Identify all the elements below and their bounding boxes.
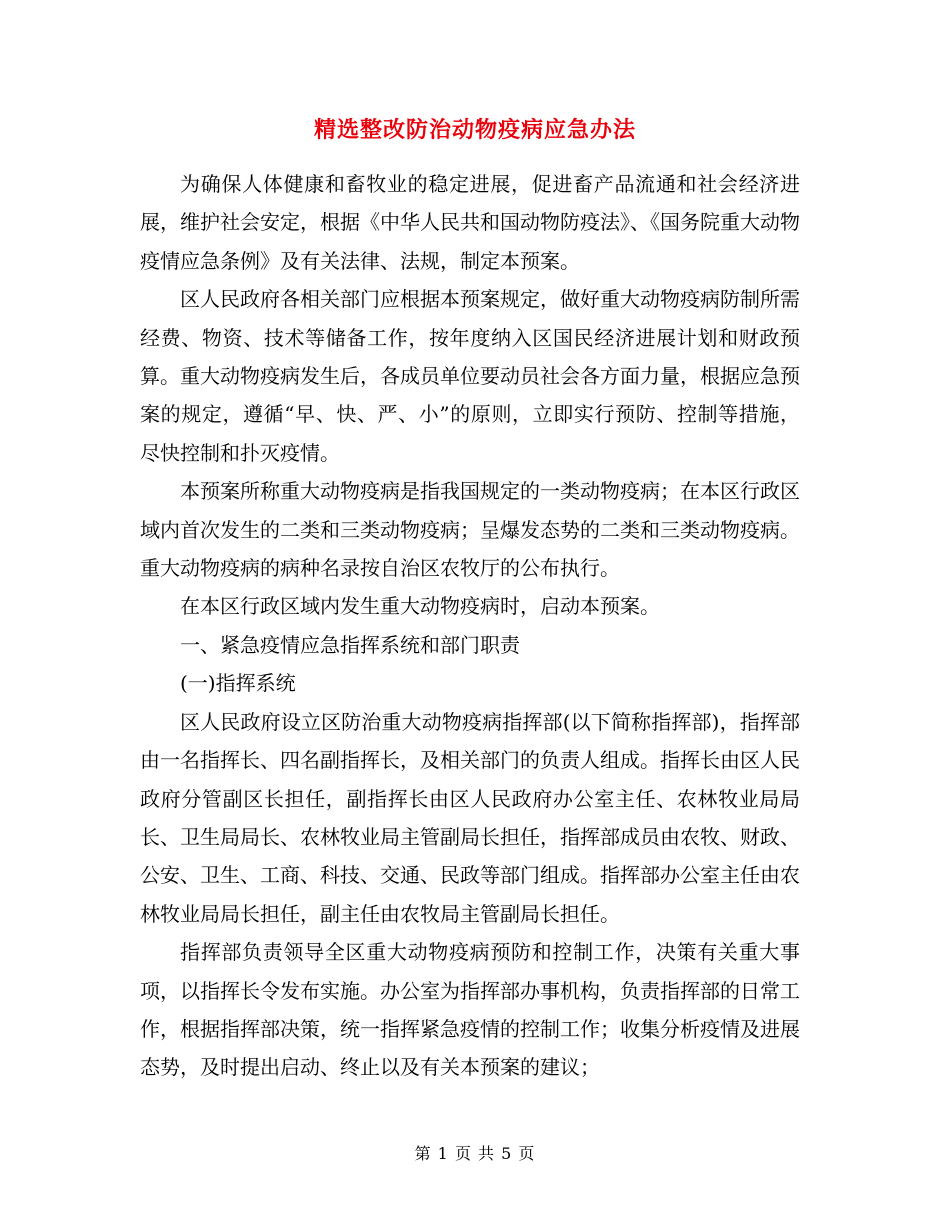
- paragraph-intro: 为确保人体健康和畜牧业的稳定进展，促进畜产品流通和社会经济进展，维护社会安定，根据《中华人民共和国动物防疫法》、《国务院重大动物疫情应急条例》及有关法律、法规，制定本预案。: [140, 172, 800, 273]
- document-title: 精选整改防治动物疫病应急办法: [313, 117, 636, 143]
- section-heading-1: 一、紧急疫情应急指挥系统和部门职责: [180, 632, 520, 657]
- document-body: [140, 165, 800, 1087]
- paragraph-command-duties: 指挥部负责领导全区重大动物疫病预防和控制工作，决策有关重大事项，以指挥长令发布实施。办公室为指挥部办事机构，负责指挥部的日常工作，根据指挥部决策，统一指挥紧急疫情的控制工作；收集分析疫情及进展态势，及时提出启动、终止以及有关本预案的建议；: [140, 940, 800, 1080]
- subsection-heading-1: (一)指挥系统: [180, 671, 296, 696]
- paragraph-command-structure: 区人民政府设立区防治重大动物疫病指挥部(以下简称指挥部)，指挥部由一名指挥长、四名副指挥长，及相关部门的负责人组成。指挥长由区人民政府分管副区长担任，副指挥长由区人民政府办公室主任、农林牧业局局长、卫生局局长、农林牧业局主管副局长担任，指挥部成员由农牧、财政、公安、卫生、工商、科技、交通、民政等部门组成。指挥部办公室主任由农林牧业局局长担任，副主任由农牧局主管副局长担任。: [140, 709, 800, 926]
- paragraph-definition: 本预案所称重大动物疫病是指我国规定的一类动物疫病；在本区行政区域内首次发生的二类和三类动物疫病；呈爆发态势的二类和三类动物疫病。重大动物疫病的病种名录按自治区农牧厅的公布执行。: [140, 479, 800, 581]
- paragraph-department-duties: 区人民政府各相关部门应根据本预案规定，做好重大动物疫病防制所需经费、物资、技术等储备工作，按年度纳入区国民经济进展计划和财政预算。重大动物疫病发生后，各成员单位要动员社会各方面力量，根据应急预案的规定，遵循“早、快、严、小”的原则，立即实行预防、控制等措施，尽快控制和扑灭疫情。: [140, 287, 800, 465]
- paragraph-activation: 在本区行政区域内发生重大动物疫病时，启动本预案。: [180, 594, 660, 619]
- page-footer: 第 1 页 共 5 页: [414, 1144, 536, 1163]
